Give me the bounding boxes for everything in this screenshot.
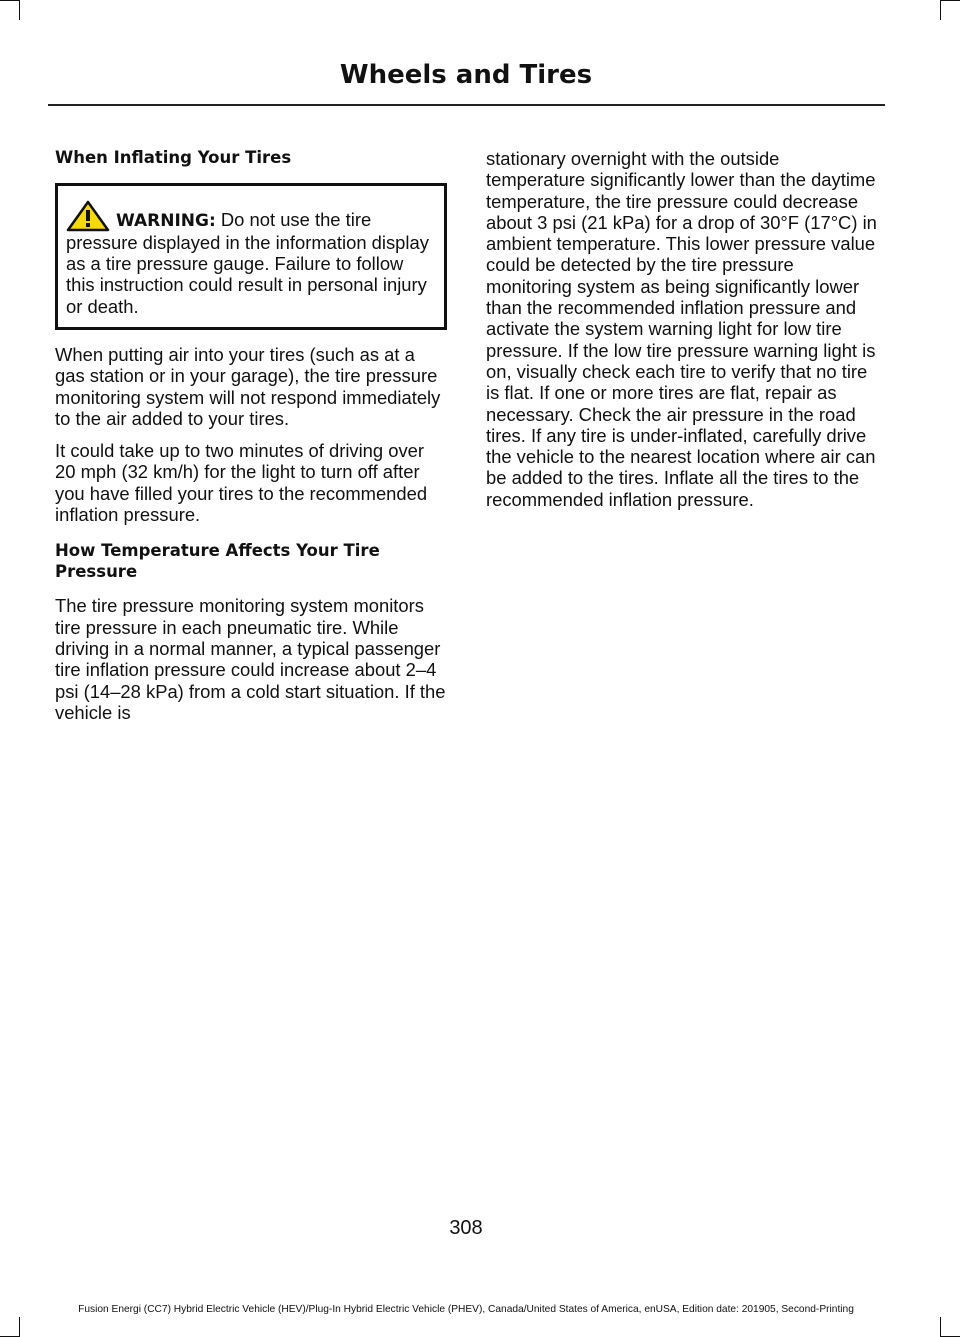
warning-label: WARNING:: [116, 210, 216, 231]
crop-mark-top-left: [0, 0, 20, 1]
page-number: 308: [449, 1217, 483, 1239]
left-column: [55, 148, 447, 723]
crop-mark-top-left-v: [19, 0, 20, 20]
inflating-paragraph-1: When putting air into your tires (such as at a gas station or in your garage), the tire pressure monitoring system will not respond immediately to the air added to your tires.: [55, 343, 441, 429]
warning-box: [55, 183, 447, 330]
temperature-paragraph-part-1: The tire pressure monitoring system monitors tire pressure in each pneumatic tire. While driving in a normal manner, a typical passenger tire inflation pressure could increase about 2–4 psi (14–28 kPa) from a cold start situation. If the vehicle is: [55, 595, 446, 723]
section-heading-temperature: How Temperature Affects Your Tire Pressure: [55, 541, 380, 581]
page-title: Wheels and Tires: [339, 60, 593, 90]
crop-mark-bottom-right: [940, 1317, 941, 1337]
section-heading-inflating: When Inflating Your Tires: [55, 148, 292, 167]
inflating-paragraph-2: It could take up to two minutes of driving over 20 mph (32 km/h) for the light to turn off after you have filled your tires to the recommended inflation pressure.: [55, 440, 428, 526]
crop-mark-top-right: [940, 0, 960, 1]
footer-edition-info: Fusion Energi (CC7) Hybrid Electric Vehicle (HEV)/Plug-In Hybrid Electric Vehicle (PHEV), Canada/United States of America, enUSA, Edition date: 201905, Second-Printing: [78, 1304, 854, 1315]
warning-triangle-icon: [66, 200, 110, 232]
warning-paragraph: [66, 200, 436, 317]
header-divider: [48, 104, 885, 106]
temperature-paragraph-part-2: stationary overnight with the outside temperature significantly lower than the daytime temperature, the tire pressure could decrease about 3 psi (21 kPa) for a drop of 30°F (17°C) in ambient temperature. This lower pressure value could be detected by the tire pressure monitoring system as being significantly lower than the recommended inflation pressure and activate the system warning light for low tire pressure. If the low tire pressure warning light is on, visually check each tire to verify that no tire is flat. If one or more tires are flat, repair as necessary. Check the air pressure in the road tires. If any tire is under-inflated, carefully drive the vehicle to the nearest location where air can be added to the tires. Inflate all the tires to the recommended inflation pressure.: [486, 148, 877, 510]
crop-mark-bottom-left: [19, 1317, 20, 1337]
warning-text: Do not use the tire pressure displayed in the information display as a tire pressure gauge. Failure to follow this instruction could result in personal injury or death.: [66, 208, 429, 317]
right-column: [486, 148, 878, 510]
crop-mark-top-right-v: [940, 0, 941, 20]
